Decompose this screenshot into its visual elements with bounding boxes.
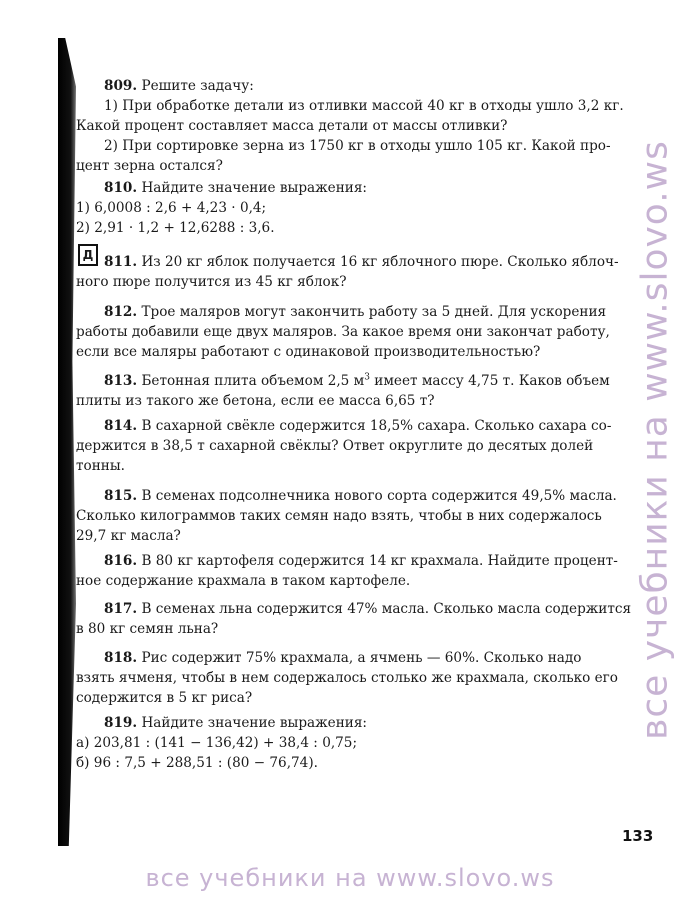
problem-line: 2) При сортировке зерна из 1750 кг в отходы ушло 105 кг. Какой про-	[104, 138, 611, 154]
problem-815	[76, 486, 644, 546]
problem-number: 814.	[104, 418, 138, 434]
page-spine-shadow	[58, 38, 76, 846]
problem-line: работы добавили еще двух маляров. За какое время они закончат работу,	[76, 324, 610, 340]
problem-line: В сахарной свёкле содержится 18,5% сахара. Сколько сахара со-	[141, 418, 612, 434]
problem-line: а) 203,81 : (141 − 136,42) + 38,4 : 0,75;	[76, 735, 358, 751]
problem-line: держится в 38,5 т сахарной свёклы? Ответ округлите до десятых долей	[76, 438, 594, 454]
problem-number: 813.	[104, 373, 138, 389]
problem-number: 811.	[104, 254, 138, 270]
problem-title: Решите задачу:	[141, 78, 254, 94]
problem-line: Трое маляров могут закончить работу за 5 дней. Для ускорения	[141, 304, 607, 320]
problem-line: взять ячменя, чтобы в нем содержалось столько же крахмала, сколько его	[76, 670, 618, 686]
problem-number: 815.	[104, 488, 138, 504]
problem-813	[76, 371, 644, 411]
problem-line: цент зерна остался?	[76, 158, 223, 174]
problem-line: Рис содержит 75% крахмала, а ячмень — 60%. Сколько надо	[141, 650, 582, 666]
problem-811	[76, 252, 644, 292]
problem-line: б) 96 : 7,5 + 288,51 : (80 − 76,74).	[76, 755, 318, 771]
problem-number: 810.	[104, 180, 138, 196]
problem-814	[76, 416, 644, 476]
problem-number: 816.	[104, 553, 138, 569]
problem-line: содержится в 5 кг риса?	[76, 690, 253, 706]
problem-number: 818.	[104, 650, 138, 666]
problem-line: плиты из такого же бетона, если ее масса 6,65 т?	[76, 393, 435, 409]
page-number: 133	[622, 827, 654, 845]
problem-line: ное содержание крахмала в таком картофеле.	[76, 573, 411, 589]
bottom-watermark: все учебники на www.slovo.ws	[145, 864, 555, 892]
problem-number: 809.	[104, 78, 138, 94]
problem-number: 819.	[104, 715, 138, 731]
side-watermark: все учебники на www.slovo.ws	[634, 140, 676, 740]
problem-line: В семенах подсолнечника нового сорта содержится 49,5% масла.	[141, 488, 617, 504]
problem-line: 29,7 кг масла?	[76, 528, 181, 544]
problem-title: Найдите значение выражения:	[141, 715, 367, 731]
problem-809	[76, 76, 644, 176]
problem-line: 1) 6,0008 : 2,6 + 4,23 · 0,4;	[76, 200, 267, 216]
problem-title: Найдите значение выражения:	[141, 180, 367, 196]
problem-line: 2) 2,91 · 1,2 + 12,6288 : 3,6.	[76, 220, 275, 236]
problem-number: 812.	[104, 304, 138, 320]
problem-line: В семенах льна содержится 47% масла. Сколько масла содержится	[141, 601, 632, 617]
superscript: 3	[364, 372, 370, 383]
homework-badge: Д	[78, 244, 98, 266]
problem-line: ного пюре получится из 45 кг яблок?	[76, 274, 347, 290]
problem-line: Из 20 кг яблок получается 16 кг яблочного пюре. Сколько яблоч-	[141, 254, 619, 270]
problem-line: Какой процент составляет масса детали от массы отливки?	[76, 118, 508, 134]
problem-line: в 80 кг семян льна?	[76, 621, 219, 637]
problem-line: Бетонная плита объемом 2,5 м	[141, 373, 365, 389]
problem-line: имеет массу 4,75 т. Каков объем	[369, 373, 610, 389]
problem-line: если все маляры работают с одинаковой производительностью?	[76, 344, 541, 360]
problem-817	[76, 599, 644, 639]
problem-line: 1) При обработке детали из отливки массой 40 кг в отходы ушло 3,2 кг.	[104, 98, 624, 114]
problem-line: Сколько килограммов таких семян надо взять, чтобы в них содержалось	[76, 508, 602, 524]
problem-812	[76, 302, 644, 362]
problem-816	[76, 551, 644, 591]
problem-810	[76, 178, 644, 238]
problem-number: 817.	[104, 601, 138, 617]
problem-818	[76, 648, 644, 708]
problem-line: В 80 кг картофеля содержится 14 кг крахмала. Найдите процент-	[141, 553, 618, 569]
problem-819	[76, 713, 644, 773]
problem-line: тонны.	[76, 458, 125, 474]
